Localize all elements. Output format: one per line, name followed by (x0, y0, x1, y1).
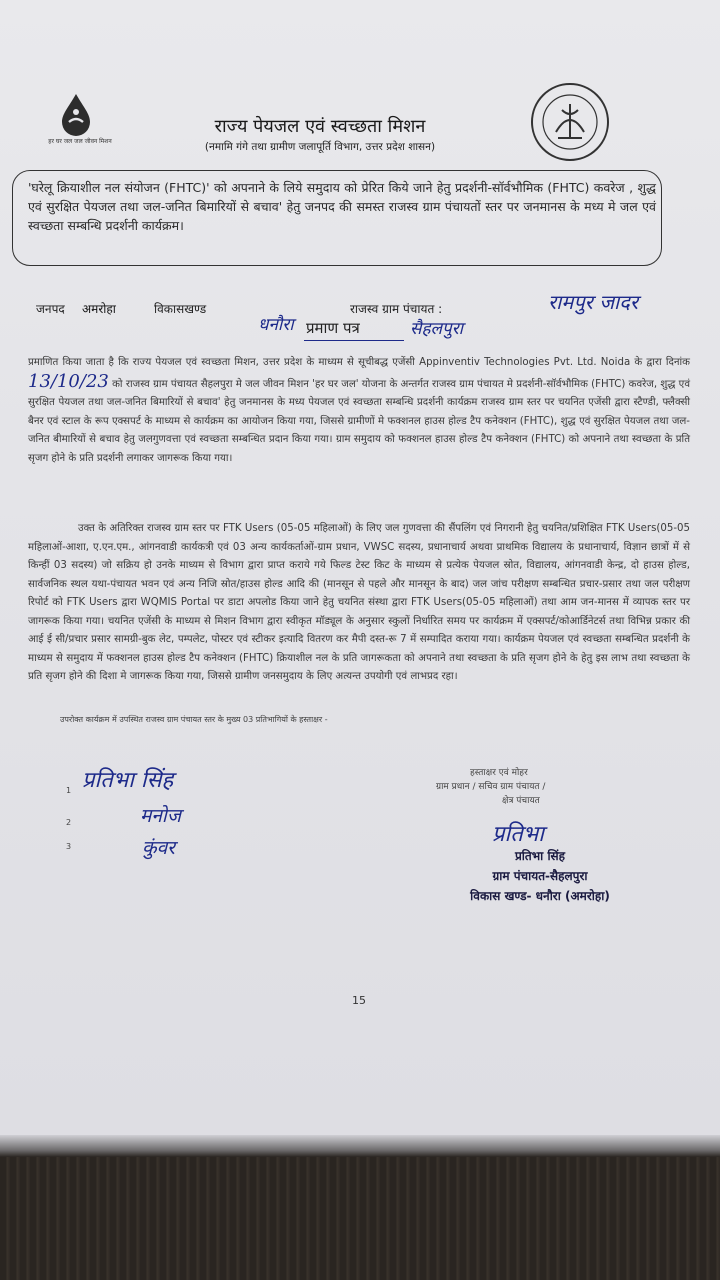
paper-edge-shadow (0, 1135, 720, 1157)
block-value-handwritten: धनौरा (258, 315, 294, 335)
up-seal-icon (528, 80, 612, 164)
page-title: राज्य पेयजल एवं स्वच्छता मिशन (214, 116, 426, 137)
stamp-name: प्रतिभा सिंह (514, 849, 566, 863)
participant-sign-3: कुंवर (142, 837, 175, 859)
participant-sign-2: मनोज (140, 805, 181, 827)
page-subtitle: (नमामि गंगे तथा ग्रामीण जलापूर्ति विभाग, उत्तर प्रदेश शासन) (204, 141, 436, 153)
up-government-seal (528, 80, 612, 164)
participant-num-2: 2 (66, 818, 72, 827)
body-paragraph-2: उक्त के अतिरिक्त राजस्व ग्राम स्तर पर FTK Users (05-05 महिलाओं) के लिए जल गुणवत्ता की सैंपलिंग एवं निगरानी हेतु चयनित/प्रशिक्षित FTK Users(05-05 महिलाओं-आशा, ए.एन.एम., आंगनवाडी कार्यकत्री एवं 03 अन्य कार्यकर्ताओं-ग्राम प्रधान, VWSC सदस्य, प्रधानाचार्य अथवा प्राथमिक विद्यालय के प्रधानाचार्य, विज्ञान छात्रों में से किन्हीं 03 सदस्य) जो सक्रिय हो उनके माध्यम से विभाग द्वारा प्राप्त कराये गये फिल्ड टेस्ट किट के माध्यम से प्रत्येक पेयजल स्रोत, विद्यालय, आंगनवाडी केन्द्र, दो हाउस होल्ड, सार्वजनिक स्थल यथा-पंचायत भवन एवं अन्य निजि स्रोत/हाउस होल्ड आदि की (मानसून से पहले और मानसून के बाद) जल जांच परीक्षण सम्बन्धित प्रचार-प्रसार तथा जल परीक्षण रिपोर्ट को FTK Users द्वारा WQMIS Portal पर डाटा अपलोड किया जाने हेतु चयनित संस्था द्वारा FTK Users(05-05 महिलाओं) तथा आम जन-मानस में व्यापक स्तर पर जागरूक किया गया। चयनित एजेंसी के माध्यम से मिशन विभाग द्वारा स्वीकृत मॉड्यूल के अनुसार स्कुलों निर्धारित समय पर कार्यक्रम में एक्सपर्ट/कोआर्डिनेटर्स तथा विभिन्न प्रकार की आई ई सी/प्रचार प्रसार सामग्री-बुक लेट, पम्पलेट, पोस्टर एवं स्टीकर इत्यादि वितरण कर मैपी दस्त-रू 7 में सम्पादित कराया गया। कार्यक्रम पेयजल एवं स्वच्छता सम्बन्धित प्रदर्शनी के माध्यम से समुदाय में फक्शनल हाउस होल्ड टैप कनेक्शन (FHTC) क्रियाशील नल के प्रति जागरूकता को अपनाने तथा स्वच्छता के प्रति सृजग होने के हेतु इस लाभ तथा स्वच्छता के प्रति सृजग होने की दिशा मे जागरूक किया गया, जिससे ग्रामीण जनसमुदाय के लिए अत्यन्त उपयोगी एवं लाभप्रद रहा। (28, 523, 690, 682)
participant-sign-1: प्रतिभा सिंह (82, 768, 174, 793)
sign-label-3: क्षेत्र पंचायत (502, 796, 540, 806)
certificate-heading: प्रमाण पत्र (306, 319, 360, 337)
sign-label-2: ग्राम प्रधान / सचिव ग्राम पंचायत / (436, 782, 546, 792)
gp-value2-handwritten: सैहलपुरा (410, 319, 464, 339)
pradhan-signature: प्रतिभा (492, 822, 544, 847)
body-paragraph-1 (28, 354, 690, 468)
gp-label: राजस्व ग्राम पंचायत : (350, 302, 443, 316)
para1-rest: को राजस्व ग्राम पंचायत सैहलपुरा मे जल जीवन मिशन 'हर घर जल' योजना के अन्तर्गत राजस्व ग्राम पंचायत मे प्रदर्शनी-सॉर्वभौमिक (FHTC) कवरेज, शुद्ध एवं सुरक्षित पेयजल तथा जल-जनित बिमारियों से बचाव' हेतु जनमानस के मध्य पेयजल एवं स्वच्छता सम्बन्धि प्रदर्शनी कार्यक्रम राजस्व ग्राम स्तर पर चयनित एजेंसी द्वारा स्टैण्डी, फ्लैक्सी बैनर एवं स्टाल के रूप एक्सपर्ट के माध्यम से कार्यक्रम का आयोजन किया गया, जिससे ग्रामीणों मे फक्शनल हाउस होल्ड टैप कनेक्शन (FHTC), शुद्ध एवं सुरक्षित पेयजल तथा जल-जनित बीमारियों से बचाव हेतु जलगुणवत्ता एवं स्वच्छता सम्बन्धित प्रदान किया गया। ग्राम समुदाय को फक्शनल हाउस होल्ड टैप कनेक्शन (FHTC) को अपनाने तथा स्वच्छता के प्रति सृजग होने के प्रति प्रदर्शनी लगाकर जागरूक किया गया। (28, 378, 690, 464)
participants-intro: उपरोक्त कार्यक्रम में उपस्थित राजस्व ग्राम पंचायत स्तर के मुख्य 03 प्रतिभागियों के हस्ताक्षर - (60, 715, 328, 724)
stamp-block: विकास खण्ड- धनौरा (अमरोहा) (470, 889, 610, 903)
official-stamp (440, 846, 640, 906)
left-logo-caption: हर घर जल जल जीवन मिशन (48, 138, 112, 145)
background-surface (0, 1135, 720, 1280)
participant-num-3: 3 (66, 842, 72, 851)
certificate-underline (304, 340, 404, 341)
participant-num-1: 1 (66, 786, 72, 795)
har-ghar-jal-logo (48, 92, 112, 162)
stamp-gp: ग्राम पंचायत-सैहलपुरा (492, 869, 588, 883)
district-label: जनपद (36, 302, 65, 316)
page-number: 15 (352, 994, 366, 1007)
sign-label-1: हस्ताक्षर एवं मोहर (470, 768, 528, 778)
water-drop-icon (58, 92, 94, 138)
block-label: विकासखण्ड (154, 302, 207, 316)
date-handwritten: 13/10/23 (28, 370, 109, 392)
gp-value-handwritten: रामपुर जादर (548, 290, 639, 314)
banner-text: 'घरेलू क्रियाशील नल संयोजन (FHTC)' को अपनाने के लिये समुदाय को प्रेरित किये जाने हेतु प्रदर्शनी-सॉर्वभौमिक (FHTC) कवरेज , शुद्ध एवं सुरक्षित पेयजल तथा जल-जनित बिमारियों से बचाव' हेतु जनपद की समस्त राजस्व ग्राम पंचायतों स्तर पर जनमानस के मध्य मे जल एवं स्वच्छता सम्बन्धि प्रदर्शनी कार्यक्रम। (28, 180, 656, 233)
district-value: अमरोहा (82, 302, 116, 316)
para1-start: प्रमाणित किया जाता है कि राज्य पेयजल एवं स्वच्छता मिशन, उत्तर प्रदेश के माध्यम से सूचीबद्ध एजेंसी Appinventiv Technologies Pvt. Ltd. Noida के द्वारा दिनांक (28, 357, 690, 368)
